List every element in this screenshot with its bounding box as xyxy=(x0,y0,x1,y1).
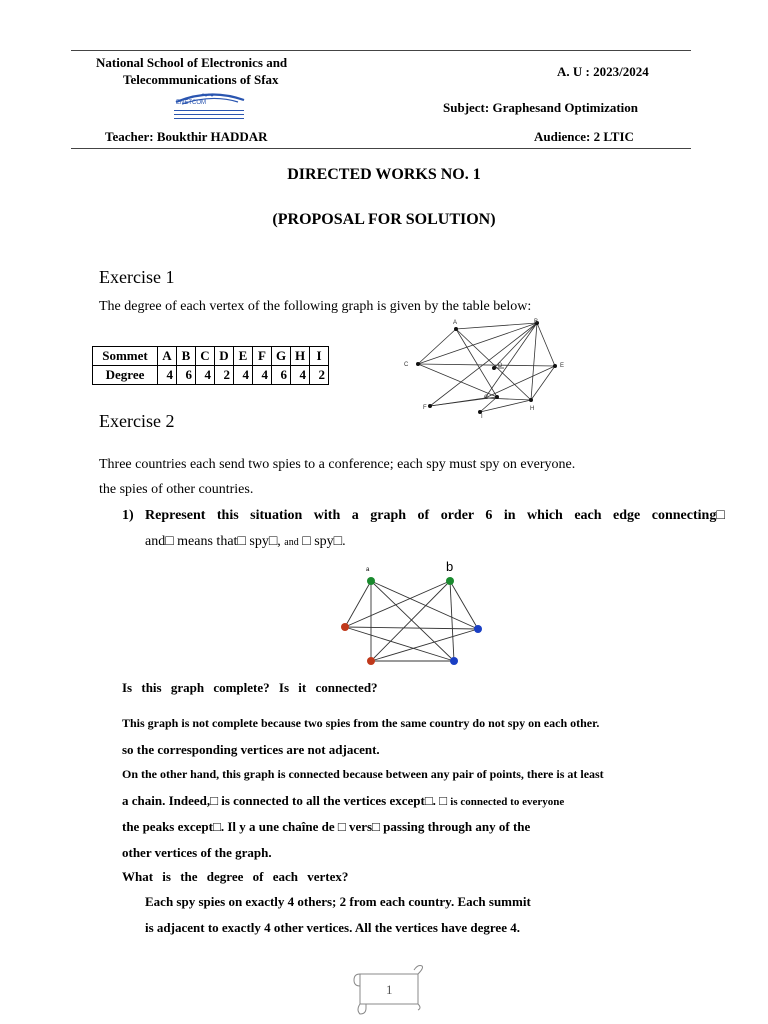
spy-graph-edges xyxy=(345,581,478,661)
spy-vertex-blue-bottom xyxy=(450,657,458,665)
logo-icon xyxy=(172,92,248,122)
teacher: Teacher: Boukthir HADDAR xyxy=(105,129,268,144)
exercise2-intro-line2: the spies of other countries. xyxy=(99,482,254,497)
answer-line3: On the other hand, this graph is connected because between any pair of points, there is at least xyxy=(122,767,604,781)
table-cell-degree: 4 xyxy=(291,366,310,385)
table-row-vertices xyxy=(93,347,329,366)
question1-number: 1) xyxy=(122,508,134,523)
vertex-e xyxy=(553,364,557,368)
vertex-label: B xyxy=(534,319,539,325)
spy-vertex-red-bottom xyxy=(367,657,375,665)
table-cell-vertex: G xyxy=(272,347,291,366)
table-cell-degree: 4 xyxy=(196,366,215,385)
academic-year: A. U : 2023/2024 xyxy=(557,64,649,79)
question1-line2-part-c: □ spy□. xyxy=(302,534,346,549)
audience: Audience: 2 LTIC xyxy=(534,129,634,144)
vertex-h xyxy=(529,398,533,402)
vertex-d xyxy=(492,366,496,370)
table-cell-degree: 4 xyxy=(253,366,272,385)
spy-vertex-green-b xyxy=(446,577,454,585)
vertex-label: C xyxy=(404,362,409,368)
table-cell-vertex: C xyxy=(196,347,215,366)
table-cell-vertex: E xyxy=(234,347,253,366)
table-degree-label: Degree xyxy=(93,366,158,385)
exercise2-intro-line1: Three countries each send two spies to a conference; each spy must spy on everyone. xyxy=(99,457,576,472)
exercise1-intro: The degree of each vertex of the following graph is given by the table below: xyxy=(99,299,532,314)
vertex-label: E xyxy=(560,363,565,369)
exercise2-heading: Exercise 2 xyxy=(99,411,175,431)
table-cell-vertex: I xyxy=(310,347,329,366)
header-bottom-rule xyxy=(71,148,691,149)
spy-label-a: a xyxy=(366,567,370,573)
table-row-degrees xyxy=(93,366,329,385)
answer-line5: the peaks except□. Il y a une chaîne de □ vers□ passing through any of the xyxy=(122,819,531,834)
question3: What is the degree of each vertex? xyxy=(122,869,349,884)
spy-label-b: b xyxy=(446,559,454,574)
graph-labels xyxy=(404,319,564,420)
logo-text: ENETCOM xyxy=(176,100,206,106)
answer-line8: is adjacent to exactly 4 other vertices. All the vertices have degree 4. xyxy=(145,920,520,935)
table-cell-vertex: H xyxy=(291,347,310,366)
table-cell-degree: 2 xyxy=(215,366,234,385)
vertex-label: I xyxy=(481,414,483,420)
vertex-label: F xyxy=(423,405,427,411)
school-logo xyxy=(172,92,248,122)
vertex-label: A xyxy=(453,320,458,326)
document-subtitle: (PROPOSAL FOR SOLUTION) xyxy=(272,211,496,228)
answer-line4-small: is connected to everyone xyxy=(450,796,565,808)
spy-vertex-red-left xyxy=(341,623,349,631)
school-name-line1: National School of Electronics and xyxy=(96,55,288,70)
header-top-rule xyxy=(71,50,691,51)
answer-line6: other vertices of the graph. xyxy=(122,845,272,860)
document-title: DIRECTED WORKS NO. 1 xyxy=(287,166,481,183)
question2: Is this graph complete? Is it connected? xyxy=(122,680,378,695)
table-cell-vertex: D xyxy=(215,347,234,366)
question1-line2 xyxy=(145,534,346,550)
exercise1-heading: Exercise 1 xyxy=(99,267,175,287)
answer-line2: so the corresponding vertices are not adjacent. xyxy=(122,742,380,757)
exercise1-graph xyxy=(400,316,580,422)
page-number: 1 xyxy=(386,982,393,997)
table-cell-degree: 6 xyxy=(177,366,196,385)
table-header-label: Sommet xyxy=(93,347,158,366)
question1-line2-part-b: and xyxy=(284,537,299,548)
table-cell-degree: 6 xyxy=(272,366,291,385)
table-cell-vertex: B xyxy=(177,347,196,366)
question1-line2-part-a: and□ means that□ spy□, xyxy=(145,534,281,549)
vertex-a xyxy=(454,327,458,331)
vertex-label: D xyxy=(498,363,503,369)
vertex-g xyxy=(495,395,499,399)
vertex-label: G xyxy=(484,395,489,401)
answer-line7: Each spy spies on exactly 4 others; 2 from each country. Each summit xyxy=(145,894,531,909)
question1-line1: Represent this situation with a graph of order 6 in which each edge connecting□ xyxy=(145,508,725,523)
table-cell-vertex: A xyxy=(158,347,177,366)
spy-vertex-blue-right xyxy=(474,625,482,633)
subject: Subject: Graphesand Optimization xyxy=(443,100,639,115)
answer-line1: This graph is not complete because two spies from the same country do not spy on each other. xyxy=(122,716,600,730)
spy-graph xyxy=(336,558,492,668)
vertex-label: H xyxy=(530,406,535,412)
spy-vertex-green-a xyxy=(367,577,375,585)
answer-line4-main: a chain. Indeed,□ is connected to all the vertices except□. □ xyxy=(122,793,448,808)
vertex-c xyxy=(416,362,420,366)
vertex-f xyxy=(428,404,432,408)
degree-table xyxy=(92,346,329,385)
school-name-line2: Telecommunications of Sfax xyxy=(123,72,279,87)
answer-line4 xyxy=(122,793,564,809)
table-cell-degree: 4 xyxy=(158,366,177,385)
table-cell-degree: 4 xyxy=(234,366,253,385)
table-cell-vertex: F xyxy=(253,347,272,366)
table-cell-degree: 2 xyxy=(310,366,329,385)
